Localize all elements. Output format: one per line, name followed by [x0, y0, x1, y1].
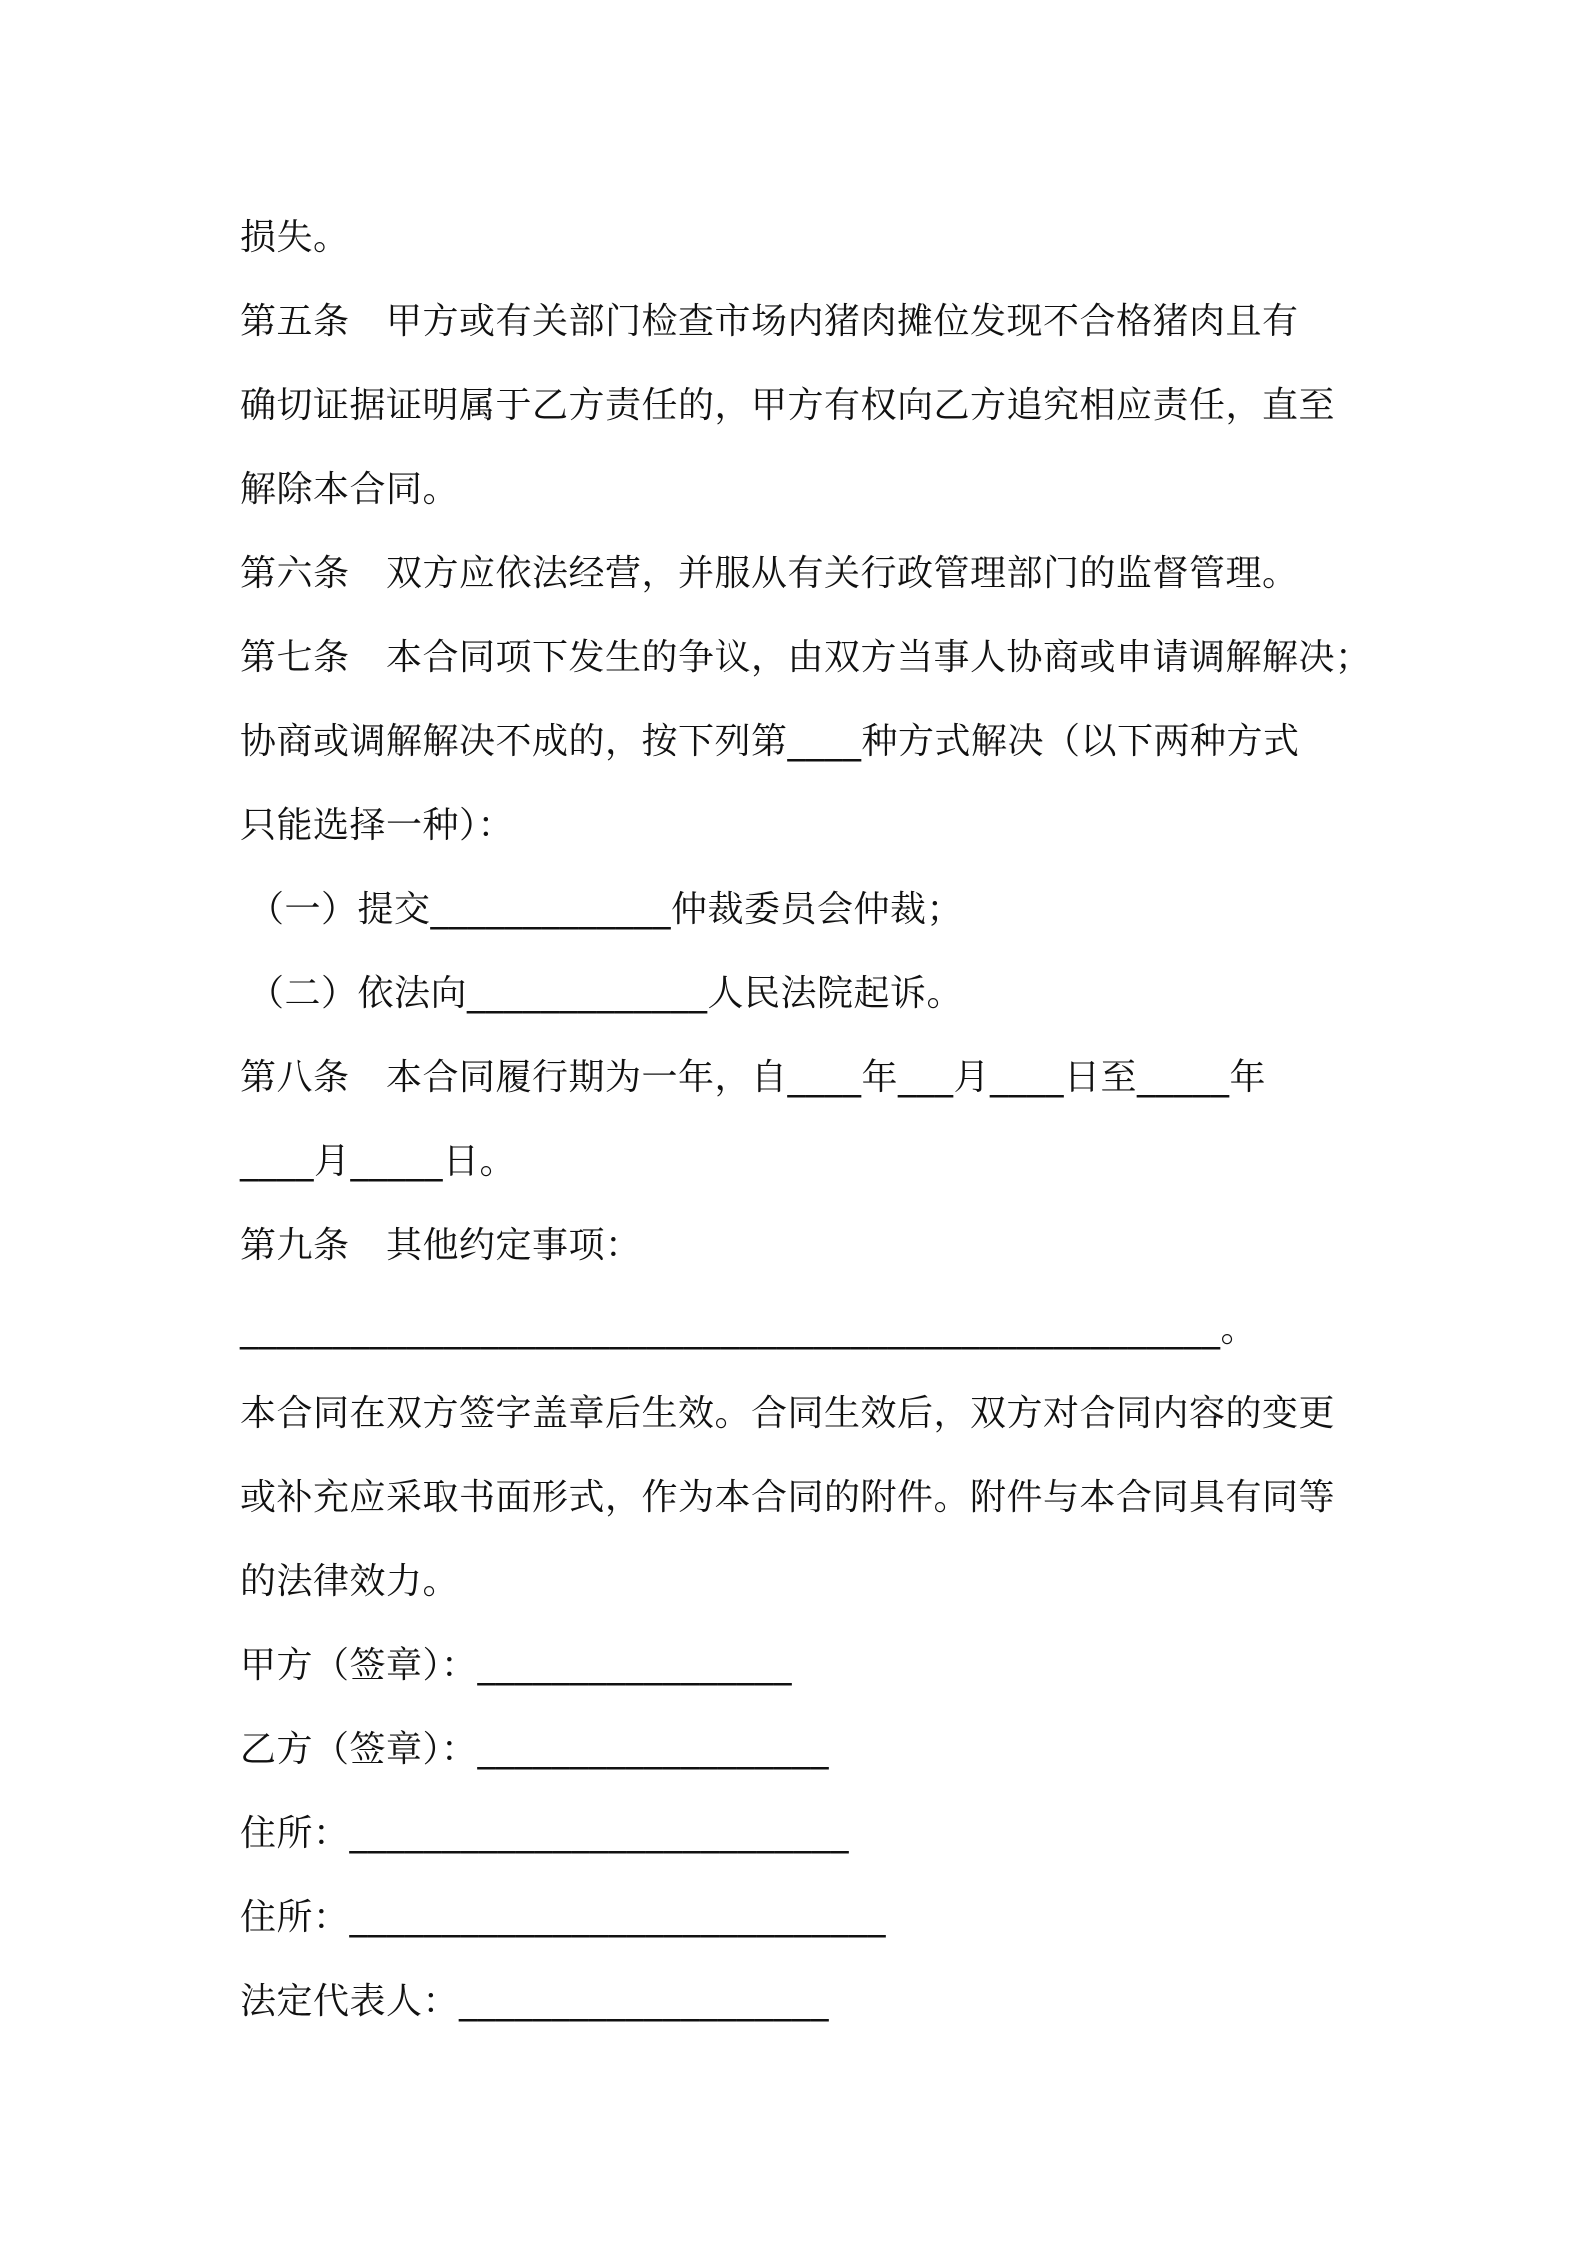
article-5-line-3: 解除本合同。 [240, 469, 460, 510]
effect-clause-line-1: 本合同在双方签字盖章后生效。合同生效后，双方对合同内容的变更 [240, 1393, 1336, 1434]
contract-body [240, 196, 1370, 2044]
article-5-line-1: 第五条 甲方或有关部门检查市场内猪肉摊位发现不合格猪肉且有 [240, 301, 1299, 342]
effect-clause-line-2: 或补充应采取书面形式，作为本合同的附件。附件与本合同具有同等 [240, 1477, 1336, 1518]
article-8-line-1: 第八条 本合同履行期为一年，自____年___月____日至_____年 [240, 1057, 1267, 1098]
effect-clause-line-3: 的法律效力。 [240, 1561, 460, 1602]
party-a-signature: 甲方（签章）：_________________ [240, 1645, 793, 1686]
option-court: （二）依法向_____________人民法院起诉。 [248, 973, 964, 1014]
article-7-line-1: 第七条 本合同项下发生的争议，由双方当事人协商或申请调解解决； [240, 637, 1372, 678]
article-7-line-2: 协商或调解解决不成的，按下列第____种方式解决（以下两种方式 [240, 721, 1300, 762]
article-6: 第六条 双方应依法经营，并服从有关行政管理部门的监督管理。 [240, 553, 1299, 594]
article-7-line-3: 只能选择一种）： [240, 805, 515, 846]
legal-representative: 法定代表人：____________________ [240, 1981, 830, 2022]
text-line-loss: 损失。 [240, 217, 350, 258]
address-line-2: 住所：_____________________________ [240, 1897, 887, 1938]
party-b-signature: 乙方（签章）：___________________ [240, 1729, 830, 1770]
article-9: 第九条 其他约定事项： [240, 1225, 642, 1266]
article-8-line-2: ____月_____日。 [240, 1141, 517, 1182]
address-line-1: 住所：___________________________ [240, 1813, 850, 1854]
article-9-blank: _____________________________________________________。 [240, 1309, 1257, 1350]
article-5-line-2: 确切证据证明属于乙方责任的，甲方有权向乙方追究相应责任，直至 [240, 385, 1336, 426]
option-arbitration: （一）提交_____________仲裁委员会仲裁； [248, 889, 964, 930]
